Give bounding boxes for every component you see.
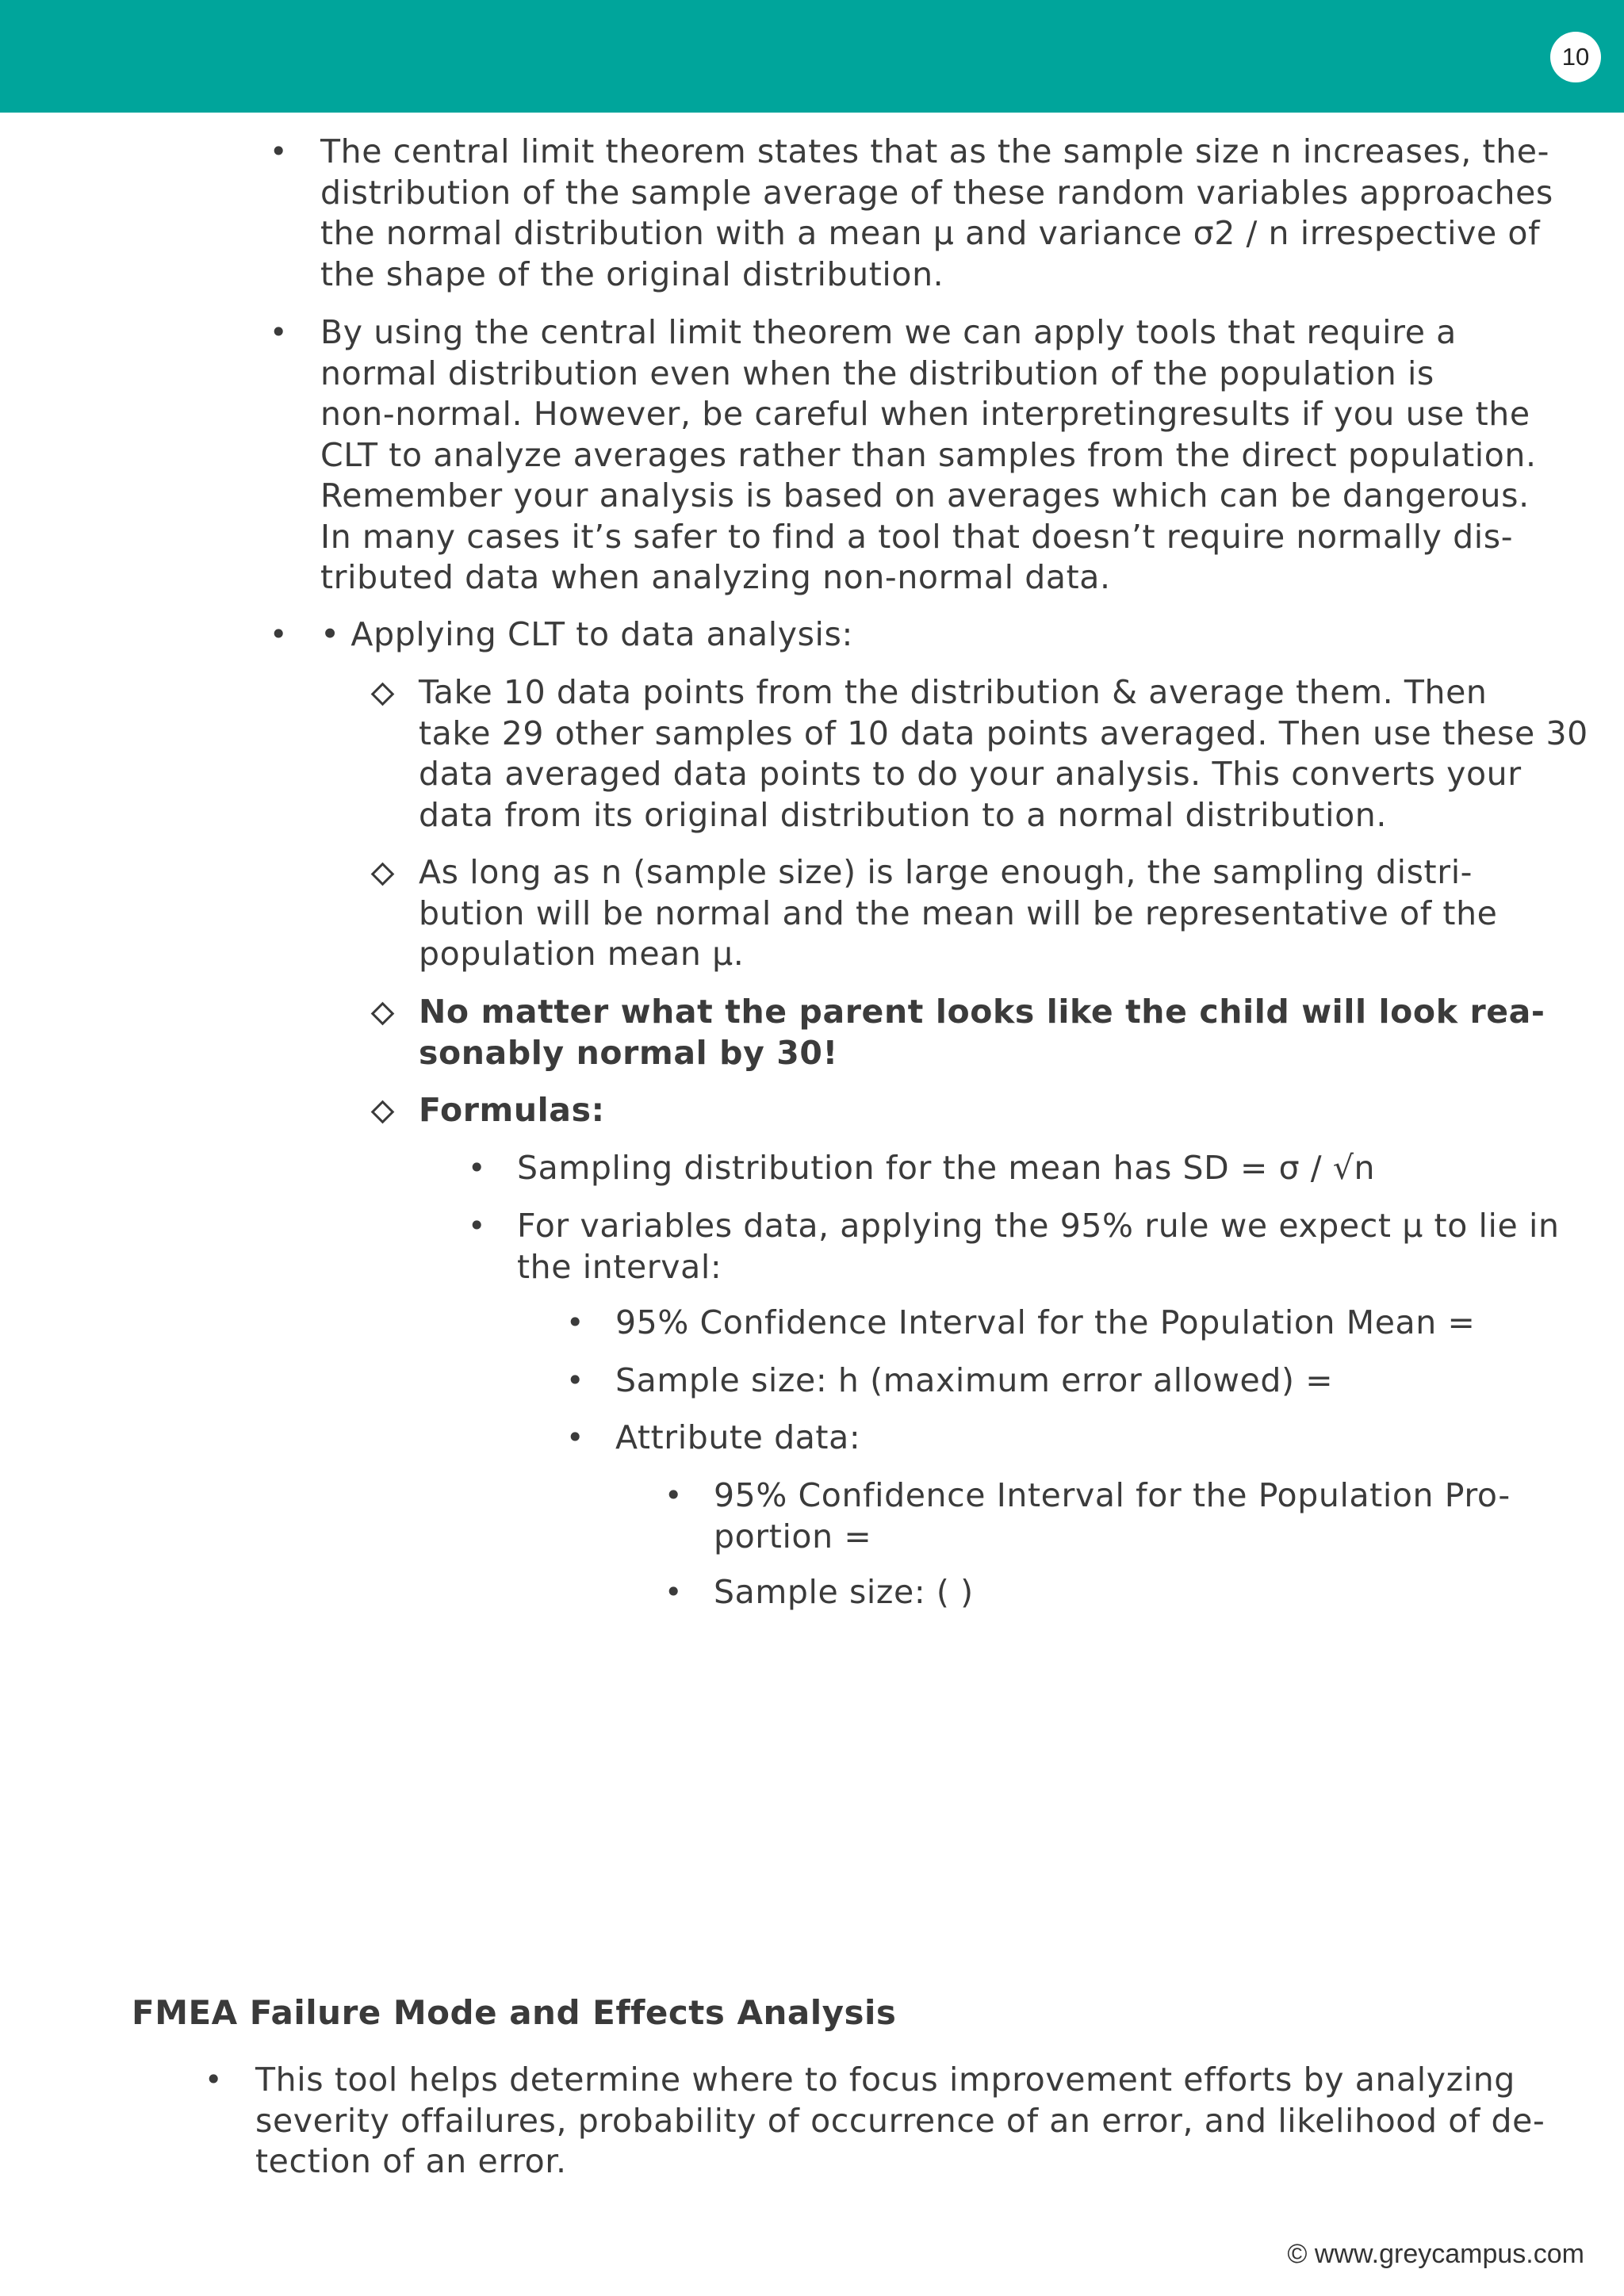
bullet-icon: • [270, 617, 288, 652]
footer-copyright: © www.greycampus.com [1287, 2239, 1584, 2269]
formula-ci-proportion: 95% Confidence Interval for the Population Pro- portion = [714, 1476, 1511, 1556]
clt-step-emphasis: No matter what the parent looks like the child will look rea- sonably normal by 30! [419, 993, 1545, 1072]
bullet-icon: • [270, 315, 288, 350]
diamond-bullet-icon [371, 1002, 395, 1026]
bullet-icon: • [566, 1363, 584, 1398]
clt-definition: The central limit theorem states that as the sample size n increases, the- distribution of the sample average of these random variables approaches the normal distribution with a mean µ and variance σ2 / n irrespective of the shape of the original distribution. [320, 132, 1553, 293]
diamond-bullet-icon [371, 1100, 395, 1124]
bullet-icon: • [205, 2062, 223, 2097]
bullet-icon: • [566, 1305, 584, 1340]
clt-usage-note: By using the central limit theorem we can apply tools that require a normal distribution even when the distribution of the population is non-normal. However, be careful when interpretingresults if you use the CLT to analyze averages rather than samples from the direct population. Remember your analysis is based on averages which can be dangerous. In many cases it’s safer to find a tool that doesn’t require normally dis- tributed data when analyzing non-normal data. [320, 313, 1537, 596]
diamond-bullet-icon [371, 683, 395, 706]
bullet-icon: • [665, 1575, 683, 1609]
clt-step-sample-size: As long as n (sample size) is large enough, the sampling distri- bution will be normal and the mean will be representative of the population mean µ. [419, 853, 1498, 973]
fmea-description: This tool helps determine where to focus improvement efforts by analyzing severity offailures, probability of occurrence of an error, and likelihood of de- tection of an error. [255, 2061, 1545, 2180]
clt-applying-heading: • Applying CLT to data analysis: [320, 615, 853, 653]
formula-sample-size: Sample size: h (maximum error allowed) = [615, 1361, 1334, 1399]
fmea-title: FMEA Failure Mode and Effects Analysis [132, 1993, 897, 2032]
formula-interval: For variables data, applying the 95% rule we expect µ to lie in the interval: [517, 1207, 1560, 1286]
bullet-icon: • [270, 134, 288, 169]
bullet-icon: • [468, 1150, 486, 1185]
header-bar [0, 0, 1624, 113]
formula-ci-mean: 95% Confidence Interval for the Population Mean = [615, 1303, 1476, 1341]
diamond-bullet-icon [371, 863, 395, 886]
bullet-icon: • [468, 1208, 486, 1243]
clt-step-sampling: Take 10 data points from the distribution & average them. Then take 29 other samples of 10 data points averaged. Then use these 30 data averaged data points to do your analysis. This converts your data from its original distribution to a normal distribution. [419, 673, 1588, 834]
formulas-heading: Formulas: [419, 1091, 605, 1129]
attribute-data-heading: Attribute data: [615, 1418, 861, 1456]
formula-attr-sample-size: Sample size: ( ) [714, 1573, 974, 1611]
page-number-badge: 10 [1550, 32, 1601, 82]
bullet-icon: • [566, 1420, 584, 1455]
formula-sd: Sampling distribution for the mean has SD = σ / √n [517, 1149, 1376, 1187]
bullet-icon: • [665, 1478, 683, 1513]
